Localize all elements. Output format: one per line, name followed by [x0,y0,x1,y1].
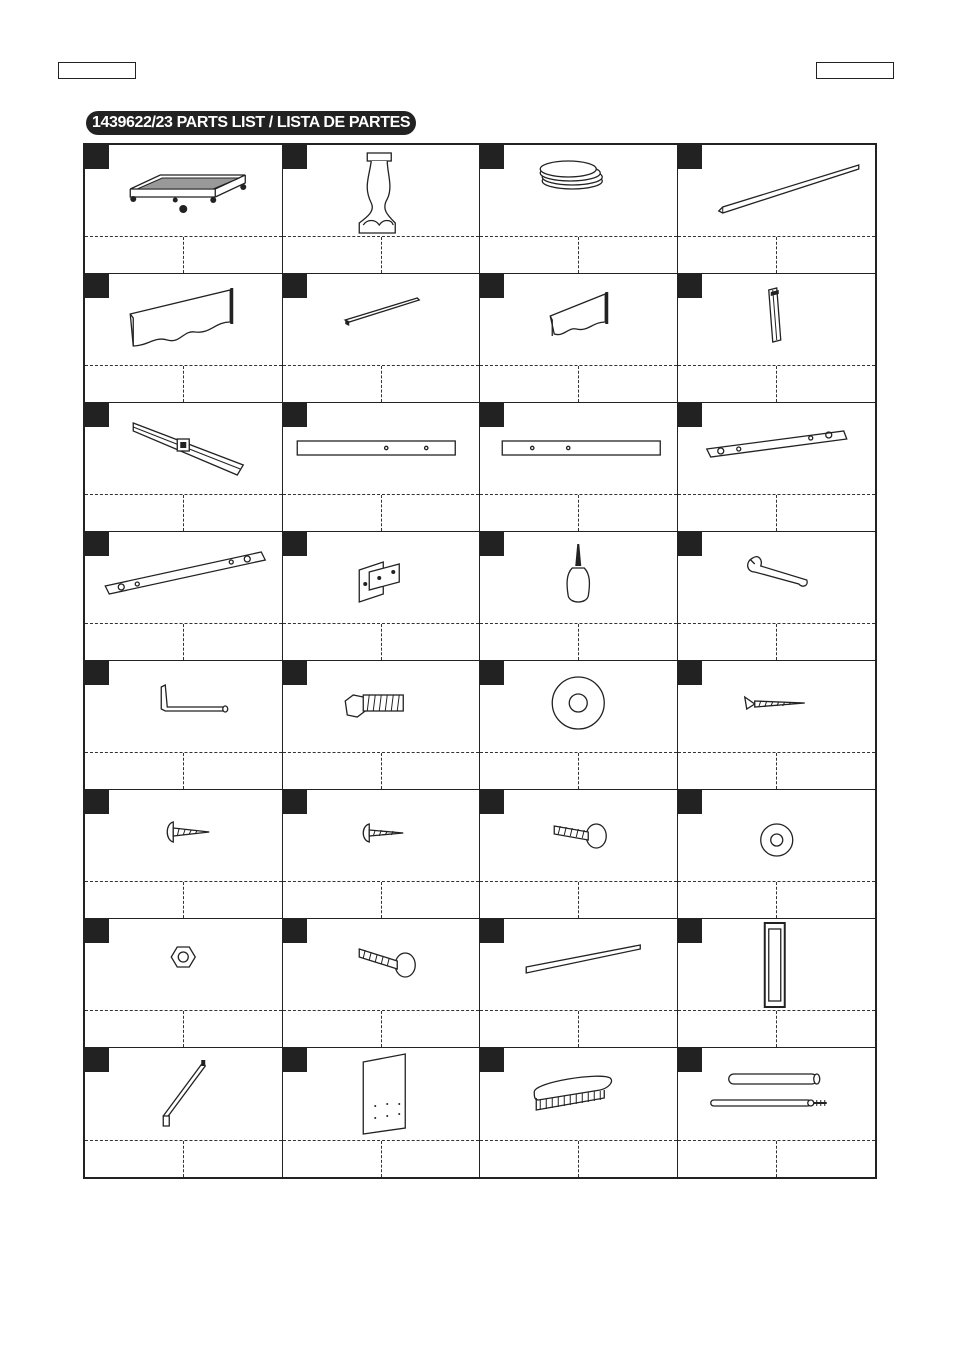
part-cell [678,661,876,790]
long-rail-icon [678,145,876,237]
part-cell [85,790,283,919]
part-cell [283,145,481,274]
part-cell [678,790,876,919]
corner-bracket-icon [283,532,480,624]
claw-leg-icon [283,145,480,237]
quantity-slots [85,1010,282,1047]
cue-rack-bar-icon [480,919,677,1011]
angle-bracket-icon [85,1048,282,1140]
quantity-slots [678,1010,876,1047]
short-support-beam-icon [678,403,876,495]
part-cell [85,661,283,790]
quantity-slots [85,752,282,789]
part-cell [678,403,876,532]
part-cell [480,532,678,661]
part-cell [283,532,481,661]
hex-bolt-icon [283,661,480,753]
quantity-slots [678,623,876,660]
pocket-plate-icon [678,919,876,1011]
quantity-slots [480,881,677,918]
part-cell [283,661,481,790]
quantity-slots [678,881,876,918]
quantity-slots [85,1140,282,1177]
quantity-slots [283,494,480,531]
quantity-slots [678,236,876,273]
quantity-slots [678,752,876,789]
part-cell [480,1048,678,1177]
quantity-slots [480,1010,677,1047]
quantity-slots [480,236,677,273]
part-cell [480,403,678,532]
pool-table-icon [85,145,282,237]
short-rail-icon [283,274,480,366]
part-cell [480,790,678,919]
header-box-left [58,62,136,79]
parts-list-title: 1439622/23 PARTS LIST / LISTA DE PARTES [86,111,416,135]
truss-head-screw-short-icon [283,790,480,882]
quantity-slots [283,1140,480,1177]
part-cell [85,403,283,532]
post-icon [678,274,876,366]
part-cell [283,1048,481,1177]
part-cell [283,790,481,919]
corner-apron-icon [85,403,282,495]
part-cell [85,532,283,661]
header-box-right [816,62,894,79]
quantity-slots [480,365,677,402]
quantity-slots [480,494,677,531]
parts-grid [83,143,877,1179]
quantity-slots [283,881,480,918]
quantity-slots [678,494,876,531]
large-washer-icon [480,661,677,753]
part-cell [480,661,678,790]
curved-apron-short-icon [480,274,677,366]
quantity-slots [85,236,282,273]
quantity-slots [283,1010,480,1047]
quantity-slots [480,1140,677,1177]
part-cell [283,274,481,403]
truss-head-screw-long-icon [85,790,282,882]
brush-icon [480,1048,677,1140]
curved-apron-long-icon [85,274,282,366]
long-support-beam-icon [85,532,282,624]
part-cell [678,1048,876,1177]
quantity-slots [85,365,282,402]
flat-head-screw-icon [678,661,876,753]
wrench-icon [678,532,876,624]
quantity-slots [283,752,480,789]
glue-bottle-icon [480,532,677,624]
long-round-head-bolt-icon [283,919,480,1011]
flat-board-right-holes-icon [283,403,480,495]
quantity-slots [678,365,876,402]
part-cell [678,145,876,274]
quantity-slots [678,1140,876,1177]
part-cell [480,145,678,274]
small-washer-icon [678,790,876,882]
flat-board-left-holes-icon [480,403,677,495]
part-cell [678,532,876,661]
part-cell [85,919,283,1048]
part-cell [85,1048,283,1177]
quantity-slots [283,623,480,660]
part-cell [283,403,481,532]
quantity-slots [283,365,480,402]
quantity-slots [480,752,677,789]
part-cell [480,274,678,403]
part-cell [85,145,283,274]
back-panel-icon [283,1048,480,1140]
quantity-slots [85,494,282,531]
cue-sticks-icon [678,1048,876,1140]
quantity-slots [283,236,480,273]
quantity-slots [85,881,282,918]
part-cell [678,274,876,403]
round-head-bolt-icon [480,790,677,882]
part-cell [480,919,678,1048]
part-cell [283,919,481,1048]
part-cell [678,919,876,1048]
part-cell [85,274,283,403]
allen-key-icon [85,661,282,753]
quantity-slots [85,623,282,660]
hex-nut-icon [85,919,282,1011]
round-pads-icon [480,145,677,237]
quantity-slots [480,623,677,660]
